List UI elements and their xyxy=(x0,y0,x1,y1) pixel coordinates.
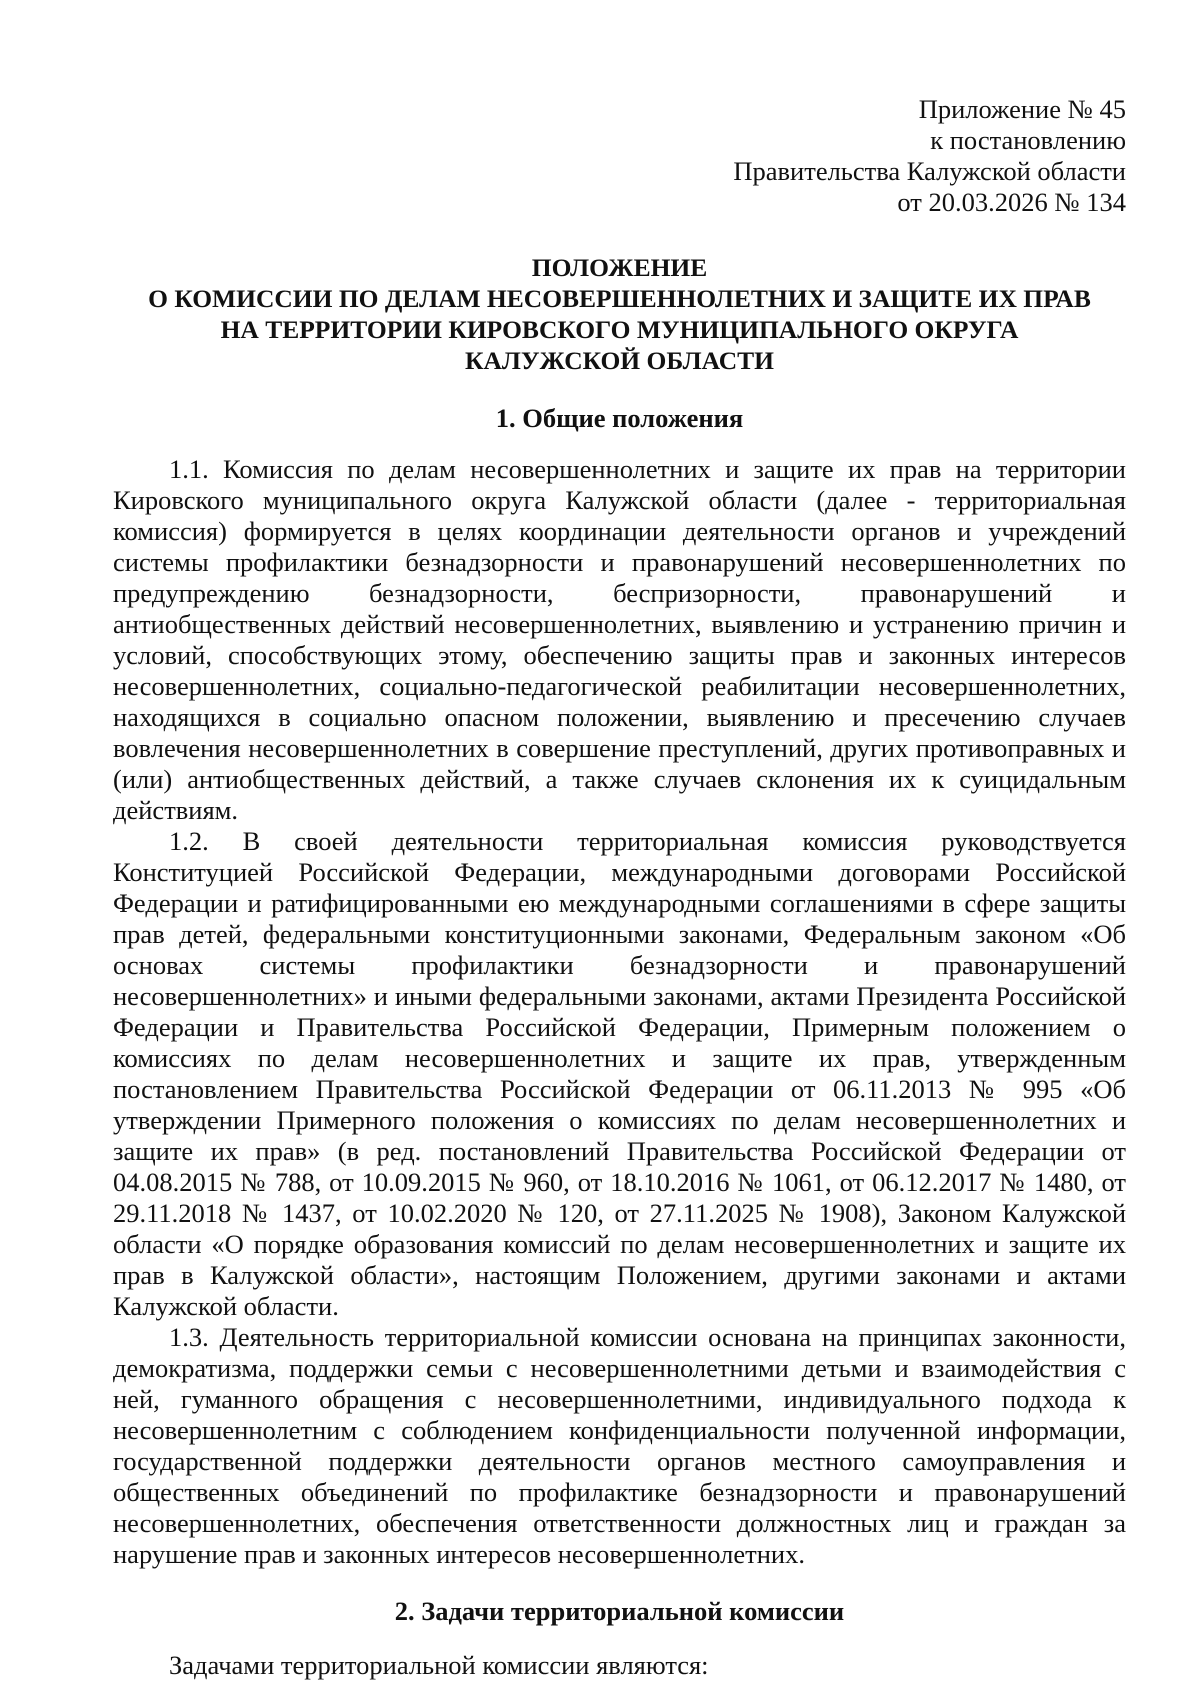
paragraph-1-2: 1.2. В своей деятельности территориальная комиссия руководствуется Конституцией Российской Федерации, международными договорами Российской Федерации и ратифицированными ею международными соглашениями в сфере защиты прав детей, федеральными конституционными законами, Федеральным законом «Об основах системы профилактики безнадзорности и правонарушений несовершеннолетних» и иными федеральными законами, актами Президента Российской Федерации и Правительства Российской Федерации, Примерным положением о комиссиях по делам несовершеннолетних и защите их прав, утвержденным постановлением Правительства Российской Федерации от 06.11.2013 № 995 «Об утверждении Примерного положения о комиссиях по делам несовершеннолетних и защите их прав» (в ред. постановлений Правительства Российской Федерации от 04.08.2015 № 788, от 10.09.2015 № 960, от 18.10.2016 № 1061, от 06.12.2017 № 1480, от 29.11.2018 № 1437, от 10.02.2020 № 120, от 27.11.2025 № 1908), Законом Калужской области «О порядке образования комиссий по делам несовершеннолетних и защите их прав в Калужской области», настоящим Положением, другими законами и актами Калужской области. xyxy=(113,826,1126,1321)
paragraph-1-1: 1.1. Комиссия по делам несовершеннолетних и защите их прав на территории Кировского муниципального округа Калужской области (далее - территориальная комиссия) формируется в целях координации деятельности органов и учреждений системы профилактики безнадзорности и правонарушений несовершеннолетних по предупреждению безнадзорности, беспризорности, правонарушений и антиобщественных действий несовершеннолетних, выявлению и устранению причин и условий, способствующих этому, обеспечению защиты прав и законных интересов несовершеннолетних, социально-педагогической реабилитации несовершеннолетних, находящихся в социально опасном положении, выявлению и пресечению случаев вовлечения несовершеннолетних в совершение преступлений, других противоправных и (или) антиобщественных действий, а также случаев склонения их к суицидальным действиям. xyxy=(113,454,1126,825)
document-title xyxy=(113,252,1126,376)
section-2-heading: 2. Задачи территориальной комиссии xyxy=(394,1596,845,1626)
appendix-line-reference: к постановлению xyxy=(930,125,1126,155)
section-2-lead: Задачами территориальной комиссии являются: xyxy=(169,1650,709,1680)
title-line-3: НА ТЕРРИТОРИИ КИРОВСКОГО МУНИЦИПАЛЬНОГО ОКРУГА xyxy=(220,315,1019,344)
appendix-line-authority: Правительства Калужской области xyxy=(733,156,1126,186)
title-line-2: О КОМИССИИ ПО ДЕЛАМ НЕСОВЕРШЕННОЛЕТНИХ И ЗАЩИТЕ ИХ ПРАВ xyxy=(148,284,1091,313)
title-line-1: ПОЛОЖЕНИЕ xyxy=(531,253,708,282)
appendix-line-date: от 20.03.2026 № 134 xyxy=(897,187,1126,217)
appendix-block xyxy=(113,94,1126,218)
title-line-4: КАЛУЖСКОЙ ОБЛАСТИ xyxy=(465,346,774,375)
paragraph-1-3: 1.3. Деятельность территориальной комиссии основана на принципах законности, демократизма, поддержки семьи с несовершеннолетними детьми и взаимодействия с ней, гуманного обращения с несовершеннолетними, индивидуального подхода к несовершеннолетним с соблюдением конфиденциальности полученной информации, государственной поддержки деятельности органов местного самоуправления и общественных объединений по профилактике безнадзорности и правонарушений несовершеннолетних, обеспечения ответственности должностных лиц и граждан за нарушение прав и законных интересов несовершеннолетних. xyxy=(113,1322,1126,1569)
section-1-heading: 1. Общие положения xyxy=(495,403,744,433)
appendix-line-number: Приложение № 45 xyxy=(918,94,1126,124)
